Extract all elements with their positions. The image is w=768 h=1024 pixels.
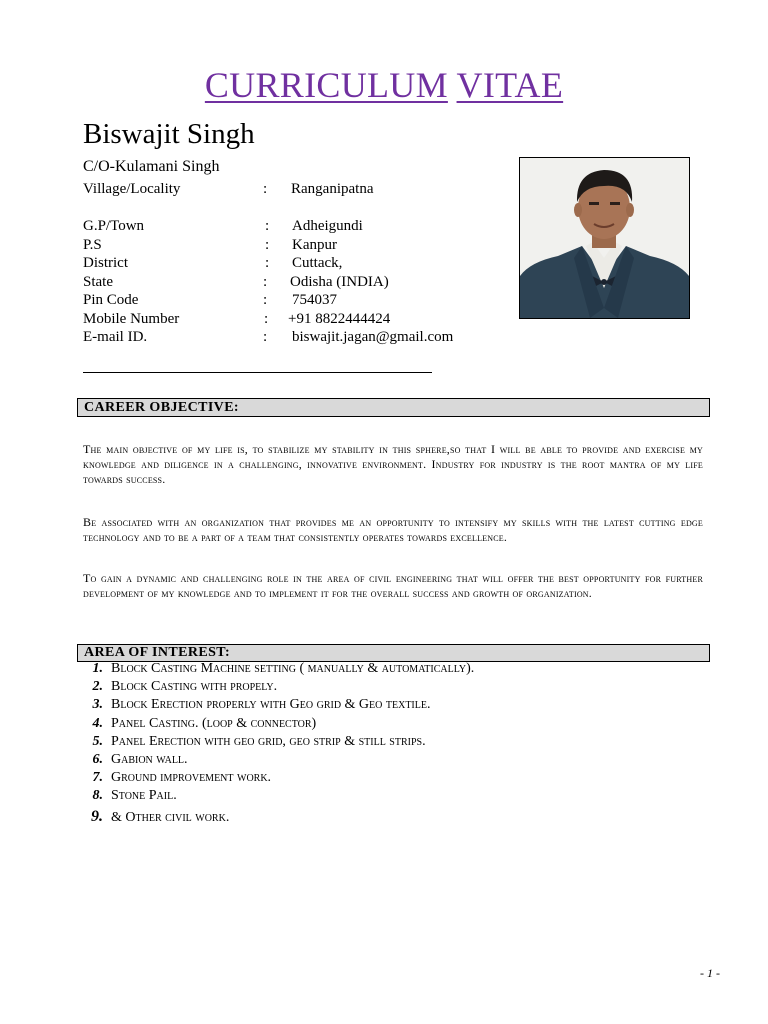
list-text: Block Casting Machine setting ( manually & automatically).	[111, 661, 475, 676]
list-text: Block Erection properly with Geo grid & Geo textile.	[111, 697, 431, 713]
list-item	[83, 733, 723, 751]
candidate-name: Biswajit Singh	[83, 118, 255, 150]
header-divider	[83, 372, 432, 373]
title-word-curriculum: CURRICULUM	[204, 65, 448, 105]
contact-value: Odisha (INDIA)	[290, 274, 389, 290]
list-item	[83, 696, 723, 714]
contact-value: 754037	[292, 292, 337, 308]
list-number: 4.	[92, 715, 103, 731]
contact-value: Cuttack,	[292, 255, 343, 271]
document-title	[0, 64, 768, 106]
list-text: Gabion wall.	[111, 751, 188, 767]
contact-label: E-mail ID.	[83, 329, 148, 345]
contact-label: P.S	[83, 237, 102, 253]
interest-list	[83, 660, 723, 826]
list-item	[83, 715, 723, 733]
contact-colon: :	[263, 181, 268, 197]
contact-label: Pin Code	[83, 292, 139, 308]
care-of-line: C/O-Kulamani Singh	[83, 158, 220, 175]
list-text: Panel Erection with geo grid, geo strip & still strips.	[111, 733, 426, 749]
objective-paragraph-1: The main objective of my life is, to stabilize my stability in this sphere,so that I will be able to provide and exercise my knowledge and diligence in a challenging, innovative environment. Industry for industry is the root mantra of my life towards success.	[83, 442, 703, 486]
list-text: Stone Pail.	[111, 788, 177, 804]
list-number: 5.	[92, 733, 103, 749]
objective-paragraph-2: Be associated with an organization that provides me an opportunity to intensify my skills with the latest cutting edge technology and to be a part of a team that consistently operates towards excellence.	[83, 515, 703, 544]
contact-colon: :	[265, 218, 270, 234]
objective-paragraph-3: To gain a dynamic and challenging role in the area of civil engineering that will offer the best opportunity for further development of my knowledge and to implement it for the overall success and growth of organization.	[83, 571, 703, 600]
page-number: - 1 -	[700, 966, 720, 980]
contact-label: State	[83, 274, 113, 290]
title-word-vitae: VITAE	[456, 65, 564, 105]
list-item	[83, 660, 723, 678]
contact-label: Village/Locality	[83, 181, 181, 197]
contact-value: Kanpur	[292, 237, 337, 253]
list-number: 7.	[92, 770, 103, 786]
list-item	[83, 808, 723, 826]
list-text: Panel Casting. (loop & connector)	[111, 715, 317, 731]
list-number: 2.	[92, 679, 103, 695]
profile-photo	[519, 157, 690, 319]
contact-colon: :	[265, 237, 270, 253]
contact-label: District	[83, 255, 128, 271]
list-text: Block Casting with propely.	[111, 679, 278, 695]
contact-colon: :	[264, 311, 269, 327]
list-item	[83, 769, 723, 787]
contact-colon: :	[263, 292, 268, 308]
contact-value: Ranganipatna	[291, 181, 374, 197]
career-objective-heading: CAREER OBJECTIVE:	[77, 398, 710, 417]
contact-label: Mobile Number	[83, 311, 180, 327]
contact-colon: :	[263, 274, 268, 290]
list-number: 3.	[92, 697, 103, 713]
list-number: 9.	[91, 807, 103, 825]
list-number: 6.	[92, 751, 103, 767]
contact-colon: :	[263, 329, 268, 345]
list-text: Ground improvement work.	[111, 770, 272, 786]
list-item	[83, 787, 723, 805]
list-number: 1.	[92, 661, 103, 676]
list-text: & Other civil work.	[111, 809, 230, 825]
list-item	[83, 678, 723, 696]
contact-colon: :	[265, 255, 270, 271]
list-item	[83, 751, 723, 769]
contact-value: Adheigundi	[292, 218, 363, 234]
contact-value: biswajit.jagan@gmail.com	[292, 329, 454, 345]
area-of-interest-heading: AREA OF INTEREST:	[77, 644, 710, 662]
portrait-image	[520, 158, 689, 318]
list-number: 8.	[92, 788, 103, 804]
contact-label: G.P/Town	[83, 218, 145, 234]
contact-value: +91 8822444424	[288, 311, 391, 327]
